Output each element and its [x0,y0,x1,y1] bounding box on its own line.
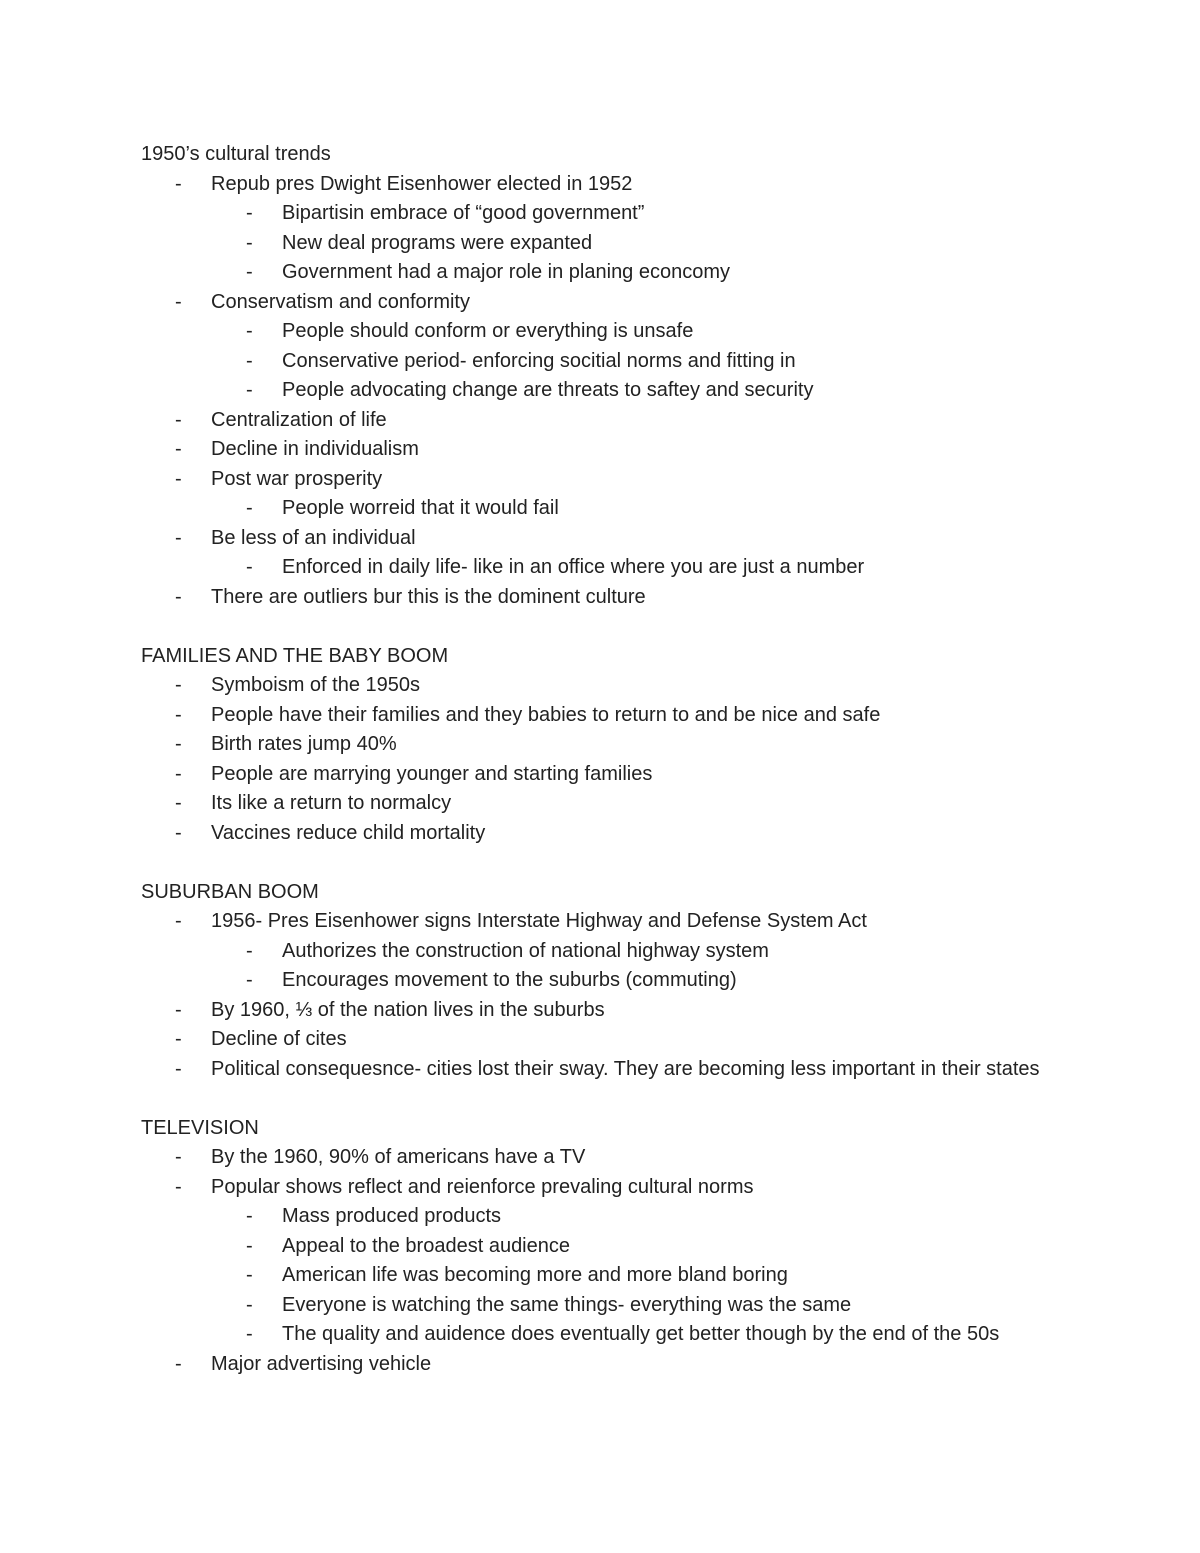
bullet-dash: - [175,438,182,460]
bullet-dash: - [175,821,182,844]
sub-list-item-text: Government had a major role in planing econcomy [282,261,731,283]
sub-list-item [141,1291,1081,1321]
bullet-dash: - [175,998,182,1021]
bullet-dash: - [246,556,253,578]
bullet-dash: - [175,408,182,431]
list-item-text: Its like a return to normalcy [211,792,452,814]
sub-list-item-text: New deal programs were expanted [282,231,593,254]
sub-list-item-text: People should conform or everything is unsafe [282,320,694,342]
sub-list-item-text: Mass produced products [282,1205,502,1227]
list-item-text: Be less of an individual [211,526,416,549]
section [141,1114,1081,1380]
bullet-dash: - [246,939,253,962]
list-item [141,907,1081,937]
bullet-dash: - [175,467,182,490]
list-item [141,760,1081,790]
sub-list-item [141,229,1081,259]
bullet-dash: - [175,172,182,195]
list-item [141,819,1081,849]
list-item [141,524,1081,554]
bullet-dash: - [246,969,253,991]
sub-list-item-text: Enforced in daily life- like in an office where you are just a number [282,556,865,578]
list-item-text: Birth rates jump 40% [211,733,397,755]
bullet-dash: - [175,674,182,696]
sub-list-item-text: American life was becoming more and more bland boring [282,1264,788,1286]
list-item [141,583,1081,613]
bullet-dash: - [246,1264,253,1286]
bullet-dash: - [246,349,253,372]
sub-list-item [141,347,1081,377]
sub-list-item [141,494,1081,524]
bullet-dash: - [246,379,253,401]
list-item [141,730,1081,760]
section-heading: FAMILIES AND THE BABY BOOM [141,644,449,667]
sub-list-item [141,553,1081,583]
bullet-dash: - [175,1352,182,1375]
list-item-text: Repub pres Dwight Eisenhower elected in 1952 [211,172,633,195]
list-item [141,996,1081,1026]
bullet-dash: - [175,1057,182,1080]
list-item-text: Conservatism and conformity [211,290,470,313]
bullet-dash: - [175,585,182,608]
list-item [141,1173,1081,1203]
section-spacer [141,848,1081,878]
list-item [141,465,1081,495]
list-item-text: Popular shows reflect and reienforce prevaling cultural norms [211,1175,754,1198]
sub-list-item-text: Appeal to the broadest audience [282,1234,570,1257]
list-item [141,406,1081,436]
sub-list-item-text: People worreid that it would fail [282,497,559,519]
sub-list-item [141,376,1081,406]
list-item-text: People have their families and they babies to return to and be nice and safe [211,703,881,726]
bullet-dash: - [175,1146,182,1168]
bullet-dash: - [246,497,253,519]
bullet-dash: - [175,733,182,755]
section-spacer [141,612,1081,642]
sub-list-item-text: Encourages movement to the suburbs (commuting) [282,969,737,991]
bullet-dash: - [175,1175,182,1198]
sub-list-item [141,1202,1081,1232]
sub-list-item-text: Conservative period- enforcing socitial norms and fitting in [282,349,796,372]
list-item-text: Decline in individualism [211,438,419,460]
sub-list-item [141,258,1081,288]
list-item-text: Major advertising vehicle [211,1352,432,1375]
section-heading: SUBURBAN BOOM [141,880,319,903]
list-item [141,170,1081,200]
sub-list-item [141,1320,1081,1350]
sub-list-item-text: People advocating change are threats to saftey and security [282,379,814,401]
bullet-dash: - [246,261,253,283]
list-item-text: 1956- Pres Eisenhower signs Interstate Highway and Defense System Act [211,910,867,932]
bullet-dash: - [175,910,182,932]
list-item [141,288,1081,318]
sub-list-item-text: Bipartisin embrace of “good government” [282,202,645,224]
list-item-text: Post war prosperity [211,467,383,490]
section [141,642,1081,849]
list-item [141,1055,1081,1085]
bullet-dash: - [246,1293,253,1316]
sub-list-item [141,937,1081,967]
section [141,140,1081,612]
list-item [141,701,1081,731]
list-item-text: By the 1960, 90% of americans have a TV [211,1146,586,1168]
sub-list-item-text: The quality and auidence does eventually get better though by the end of the 50s [282,1323,1000,1345]
list-item [141,789,1081,819]
section-heading: 1950’s cultural trends [141,143,331,165]
list-item-text: Symboism of the 1950s [211,674,420,696]
sub-list-item [141,317,1081,347]
list-item [141,671,1081,701]
notes-body [141,140,1081,1379]
list-item-text: Centralization of life [211,408,387,431]
bullet-dash: - [175,792,182,814]
bullet-dash: - [246,320,253,342]
bullet-dash: - [175,1028,182,1050]
list-item-text: Political consequesnce- cities lost their sway. They are becoming less important in their states [211,1057,1040,1080]
bullet-dash: - [175,762,182,785]
sub-list-item [141,1232,1081,1262]
sub-list-item [141,966,1081,996]
list-item [141,1025,1081,1055]
bullet-dash: - [175,703,182,726]
list-item-text: By 1960, ⅓ of the nation lives in the suburbs [211,998,605,1021]
sub-list-item [141,1261,1081,1291]
bullet-dash: - [175,526,182,549]
section [141,878,1081,1085]
list-item [141,1143,1081,1173]
bullet-dash: - [246,1234,253,1257]
bullet-dash: - [246,231,253,254]
list-item-text: Vaccines reduce child mortality [211,821,486,844]
sub-list-item-text: Everyone is watching the same things- everything was the same [282,1293,852,1316]
section-heading: TELEVISION [141,1116,259,1139]
section-spacer [141,1084,1081,1114]
bullet-dash: - [246,202,253,224]
list-item-text: People are marrying younger and starting families [211,762,653,785]
sub-list-item-text: Authorizes the construction of national highway system [282,939,769,962]
bullet-dash: - [246,1323,253,1345]
bullet-dash: - [246,1205,253,1227]
bullet-dash: - [175,290,182,313]
list-item-text: There are outliers bur this is the dominent culture [211,585,646,608]
list-item-text: Decline of cites [211,1028,347,1050]
list-item [141,1350,1081,1380]
list-item [141,435,1081,465]
sub-list-item [141,199,1081,229]
